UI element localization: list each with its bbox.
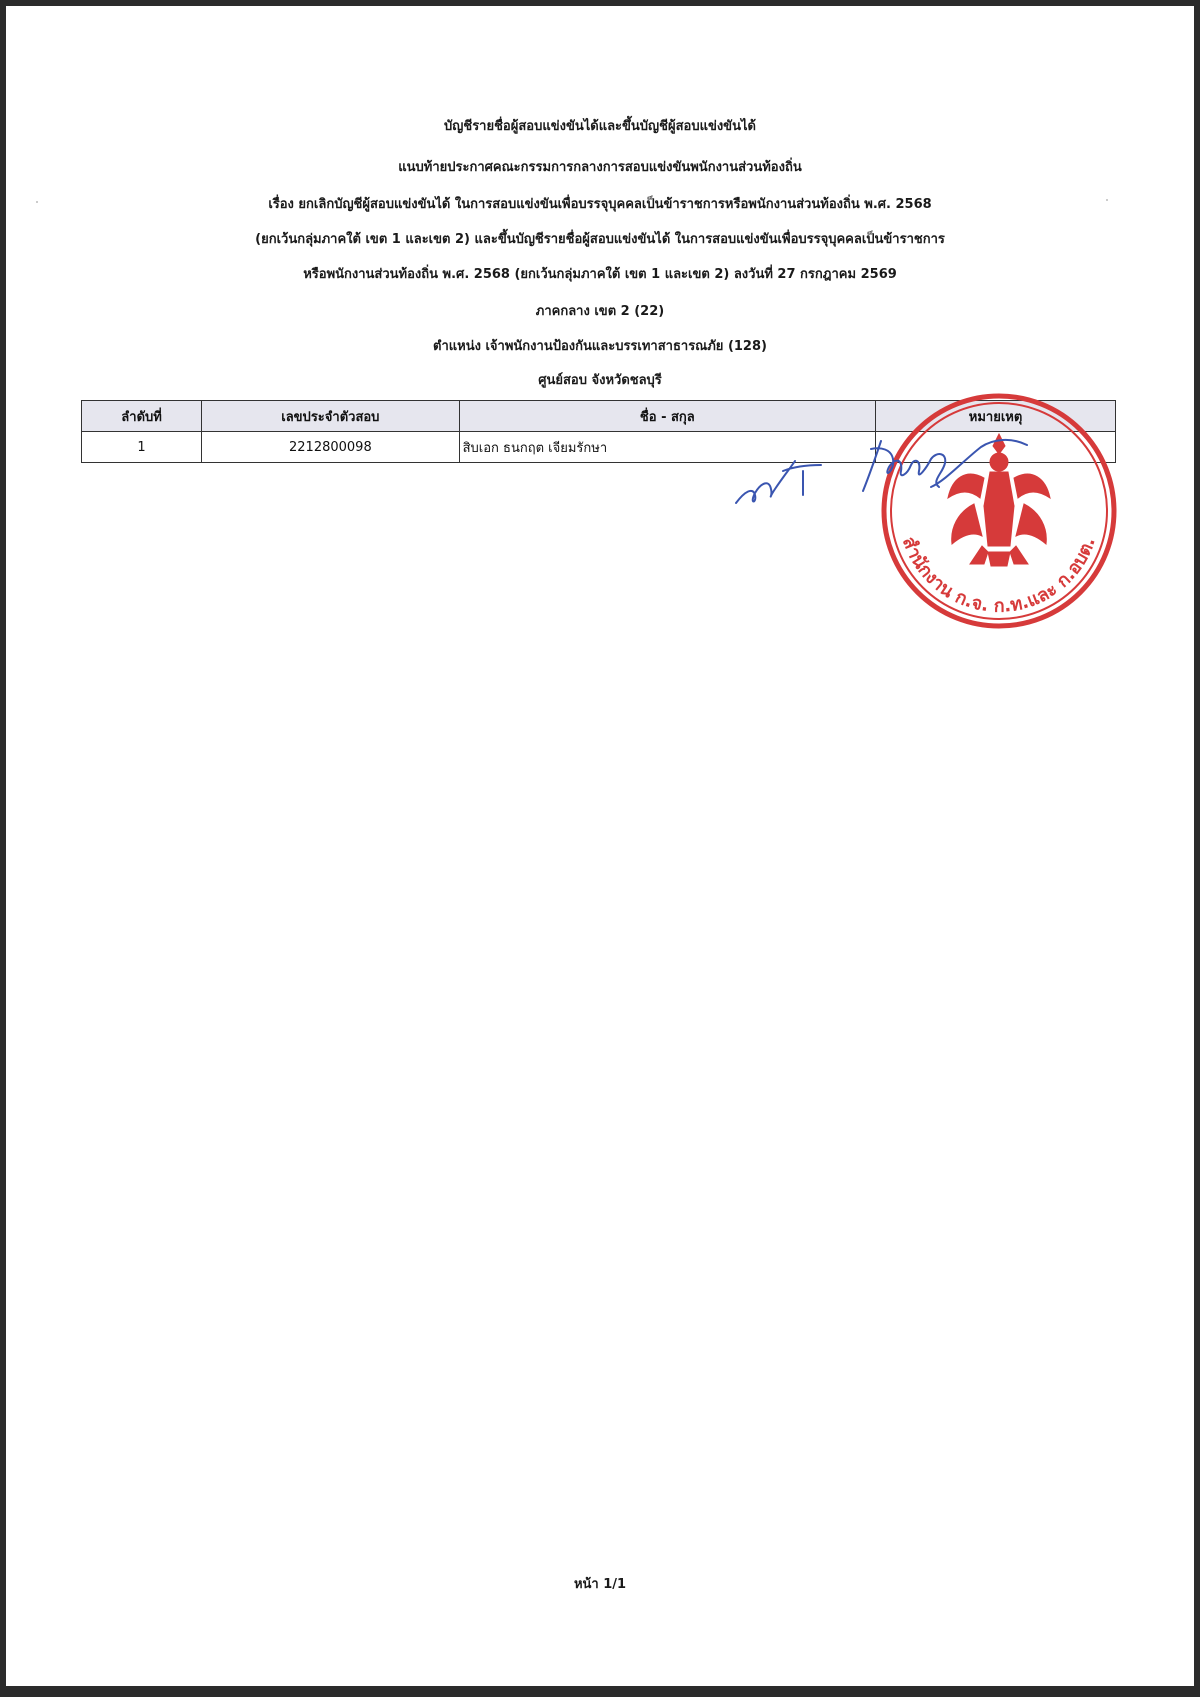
- handwritten-signature: [731, 431, 1061, 521]
- column-header-name: ชื่อ - สกุล: [459, 401, 876, 432]
- stamp-text: สำนักงาน ก.จ. ก.ท.และ ก.อบต.: [897, 533, 1100, 617]
- page-number: หน้า 1/1: [573, 1577, 627, 1592]
- title-line-4: (ยกเว้นกลุ่มภาคใต้ เขต 1 และเขต 2) และขึ้นบัญชีรายชื่อผู้สอบแข่งขันได้ ในการสอบแข่งขันเพื่อบรรจุบุคคลเป็นข้าราชการ: [255, 232, 945, 247]
- column-header-exam-id: เลขประจำตัวสอบ: [202, 401, 459, 432]
- column-header-order: ลำดับที่: [82, 401, 202, 432]
- column-header-remark: หมายเหตุ: [876, 401, 1116, 432]
- title-line-3: เรื่อง ยกเลิกบัญชีผู้สอบแข่งขันได้ ในการสอบแข่งขันเพื่อบรรจุบุคคลเป็นข้าราชการหรือพนักงานส่วนท้องถิ่น พ.ศ. 2568: [268, 197, 932, 212]
- cell-order: 1: [82, 432, 202, 463]
- title-line-2: แนบท้ายประกาศคณะกรรมการกลางการสอบแข่งขันพนักงานส่วนท้องถิ่น: [398, 160, 802, 175]
- cell-exam-id: 2212800098: [202, 432, 459, 463]
- title-line-5: หรือพนักงานส่วนท้องถิ่น พ.ศ. 2568 (ยกเว้นกลุ่มภาคใต้ เขต 1 และเขต 2) ลงวันที่ 27 กรกฎาคม 2569: [303, 267, 897, 282]
- position-heading: ตำแหน่ง เจ้าพนักงานป้องกันและบรรเทาสาธารณภัย (128): [433, 339, 767, 354]
- title-line-1: บัญชีรายชื่อผู้สอบแข่งขันได้และขึ้นบัญชีผู้สอบแข่งขันได้: [444, 119, 756, 134]
- region-heading: ภาคกลาง เขต 2 (22): [535, 304, 665, 319]
- document-page: [6, 6, 1194, 1686]
- cell-name: สิบเอก ธนกฤต เจียมรักษา: [459, 432, 876, 463]
- exam-center-heading: ศูนย์สอบ จังหวัดชลบุรี: [538, 373, 662, 388]
